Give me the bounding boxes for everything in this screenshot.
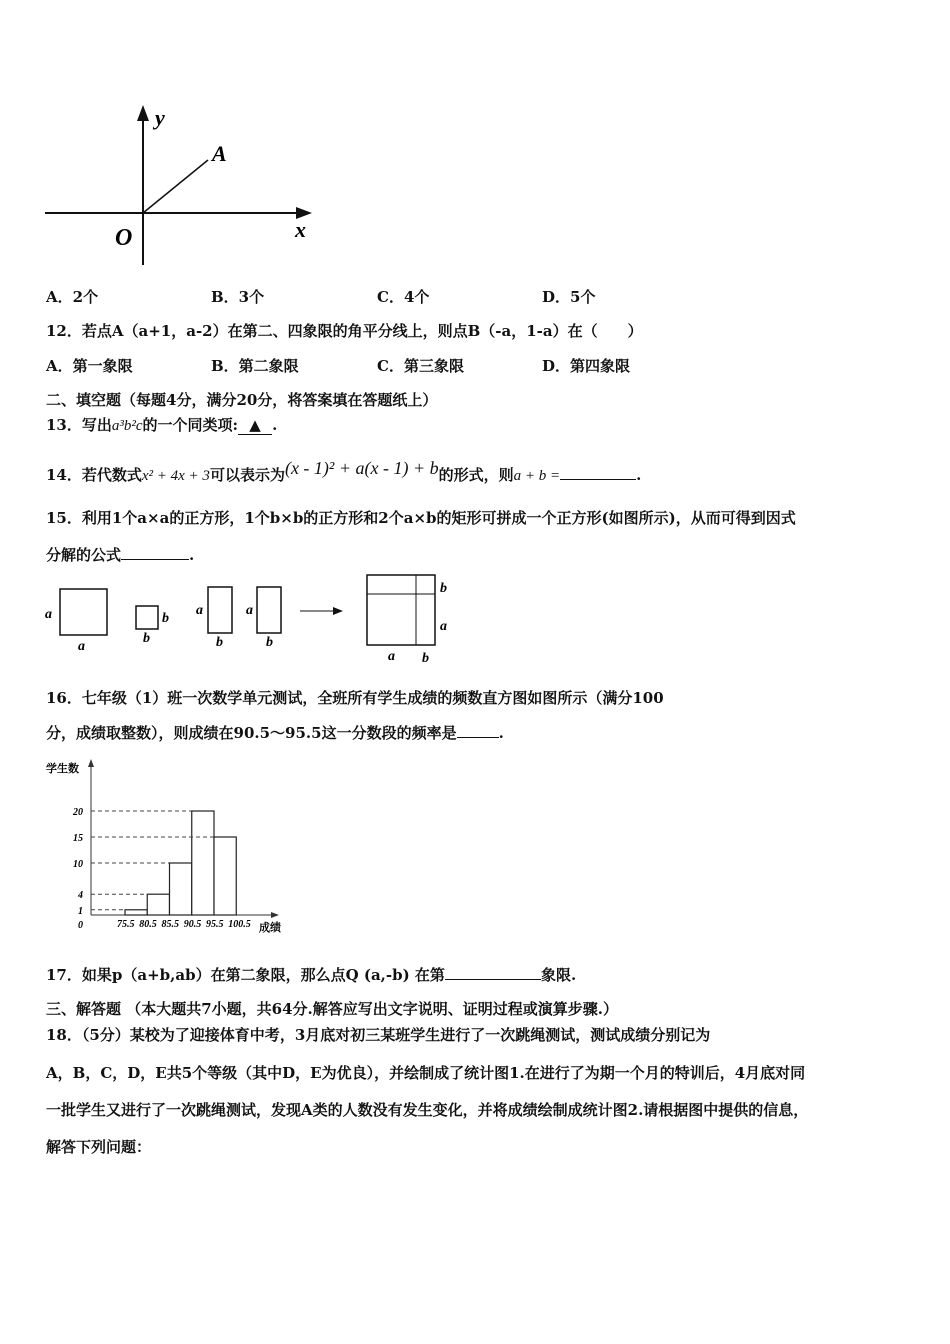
label-b: b bbox=[440, 581, 447, 596]
label-b: b bbox=[162, 611, 169, 626]
x-tick-label: 80.5 bbox=[139, 919, 157, 930]
q15-line2-text: 分解的公式 bbox=[46, 546, 122, 564]
point-a-label: A bbox=[212, 141, 227, 166]
q13-end: . bbox=[272, 416, 278, 434]
histogram-bar bbox=[147, 894, 169, 915]
q14-suffix: 的形式，则 bbox=[438, 466, 514, 484]
q15-line2 bbox=[46, 544, 194, 565]
q18-line3: 一批学生又进行了一次跳绳测试，发现A类的人数没有发生变化，并将成绩绘制成统计图2.请根据图中提供的信息， bbox=[46, 1101, 809, 1119]
q18-line2: A，B，C，D，E共5个等级（其中D，E为优良），并绘制成了统计图1.在进行了为期一个月的特训后，4月底对同 bbox=[46, 1064, 806, 1082]
y-axis-title: 学生数 bbox=[46, 763, 79, 775]
q13 bbox=[46, 414, 277, 435]
q12-option-d[interactable]: D．第四象限 bbox=[542, 357, 631, 375]
q15-answer-blank[interactable] bbox=[121, 559, 189, 560]
y-tick-label: 0 bbox=[78, 920, 83, 931]
label-a: a bbox=[78, 639, 85, 654]
x-tick-label: 95.5 bbox=[206, 919, 224, 930]
q17 bbox=[46, 964, 576, 985]
label-b: b bbox=[143, 631, 150, 646]
q11-option-d[interactable]: D．5个 bbox=[542, 288, 596, 306]
q14-mid: 可以表示为 bbox=[209, 466, 285, 484]
q15-line1: 15．利用1个a×a的正方形，1个b×b的正方形和2个a×b的矩形可拼成一个正方形(如图所示)，从而可得到因式 bbox=[46, 509, 796, 527]
histogram-chart bbox=[40, 755, 300, 940]
q17-suffix: 象限. bbox=[540, 966, 577, 984]
q12-option-c[interactable]: C．第三象限 bbox=[377, 357, 464, 375]
q11-option-c[interactable]: C．4个 bbox=[377, 288, 430, 306]
q16-answer-blank[interactable] bbox=[457, 737, 499, 738]
q14 bbox=[46, 458, 641, 485]
label-b: b bbox=[216, 635, 223, 650]
q12-option-a[interactable]: A．第一象限 bbox=[46, 357, 133, 375]
q12-stem: 12．若点A（a+1，a-2）在第二、四象限的角平分线上，则点B（-a，1-a）在（ ） bbox=[46, 322, 643, 340]
q14-end: . bbox=[636, 466, 642, 484]
q16-line2-text: 分，成绩取整数），则成绩在90.5～95.5这一分数段的频率是 bbox=[46, 724, 457, 742]
q13-prefix: 13．写出 bbox=[46, 416, 112, 434]
x-axis-title: 成绩 bbox=[259, 922, 281, 934]
q14-expr2: (x - 1)² + a(x - 1) + b bbox=[284, 458, 439, 478]
histogram-bar bbox=[192, 811, 214, 915]
origin-label: O bbox=[115, 225, 133, 251]
q16-line1: 16．七年级（1）班一次数学单元测试，全班所有学生成绩的频数直方图如图所示（满分100 bbox=[46, 689, 664, 707]
x-axis-label: x bbox=[295, 217, 306, 242]
q12-option-b[interactable]: B．第二象限 bbox=[211, 357, 299, 375]
q17-answer-blank[interactable] bbox=[445, 979, 541, 980]
histogram-bar bbox=[214, 837, 236, 915]
y-tick-label: 10 bbox=[73, 859, 83, 870]
y-tick-label: 15 bbox=[73, 833, 83, 844]
label-a: a bbox=[45, 607, 52, 622]
q15-end: . bbox=[189, 546, 195, 564]
q14-expr1: x² + 4x + 3 bbox=[141, 468, 210, 484]
y-axis-label: y bbox=[155, 105, 165, 130]
coordinate-figure bbox=[40, 95, 330, 270]
label-a: a bbox=[246, 603, 253, 618]
label-a: a bbox=[440, 619, 447, 634]
x-tick-label: 100.5 bbox=[228, 919, 251, 930]
arrow-icon bbox=[333, 607, 343, 615]
q13-answer-blank[interactable]: ▲ bbox=[238, 416, 272, 435]
label-a: a bbox=[388, 649, 395, 664]
q18-line4: 解答下列问题： bbox=[46, 1138, 152, 1156]
q11-option-a[interactable]: A．2个 bbox=[46, 288, 99, 306]
q16-line2 bbox=[46, 722, 504, 743]
q14-expr3: a + b = bbox=[513, 468, 561, 484]
q11-option-b[interactable]: B．3个 bbox=[211, 288, 265, 306]
y-tick-label: 4 bbox=[78, 890, 83, 902]
section-2-heading: 二、填空题（每题4分，满分20分，将答案填在答题纸上） bbox=[46, 391, 438, 409]
label-b: b bbox=[266, 635, 273, 650]
histogram-bar bbox=[170, 863, 192, 915]
x-tick-label: 75.5 bbox=[117, 919, 135, 930]
q14-prefix: 14．若代数式 bbox=[46, 466, 142, 484]
x-tick-label: 90.5 bbox=[183, 919, 202, 930]
q14-answer-blank[interactable] bbox=[560, 479, 636, 480]
q13-suffix: 的一个同类项: bbox=[142, 416, 239, 434]
y-tick-label: 1 bbox=[78, 905, 83, 917]
label-b: b bbox=[422, 651, 429, 666]
label-a: a bbox=[196, 603, 203, 618]
q13-expr: a³b²c bbox=[111, 418, 143, 434]
x-tick-label: 85.5 bbox=[161, 919, 179, 930]
q16-end: . bbox=[498, 724, 504, 742]
histogram-bar bbox=[125, 910, 147, 915]
square-tiles-figure bbox=[40, 570, 460, 670]
y-tick-label: 20 bbox=[73, 807, 83, 818]
q18-line1: 18．（5分）某校为了迎接体育中考，3月底对初三某班学生进行了一次跳绳测试，测试成绩分别记为 bbox=[46, 1026, 711, 1044]
q17-prefix: 17．如果p（a+b,ab）在第二象限，那么点Q (a,-b) 在第 bbox=[46, 966, 445, 984]
section-3-heading: 三、解答题 （本大题共7小题，共64分.解答应写出文字说明、证明过程或演算步骤.） bbox=[46, 1000, 618, 1018]
